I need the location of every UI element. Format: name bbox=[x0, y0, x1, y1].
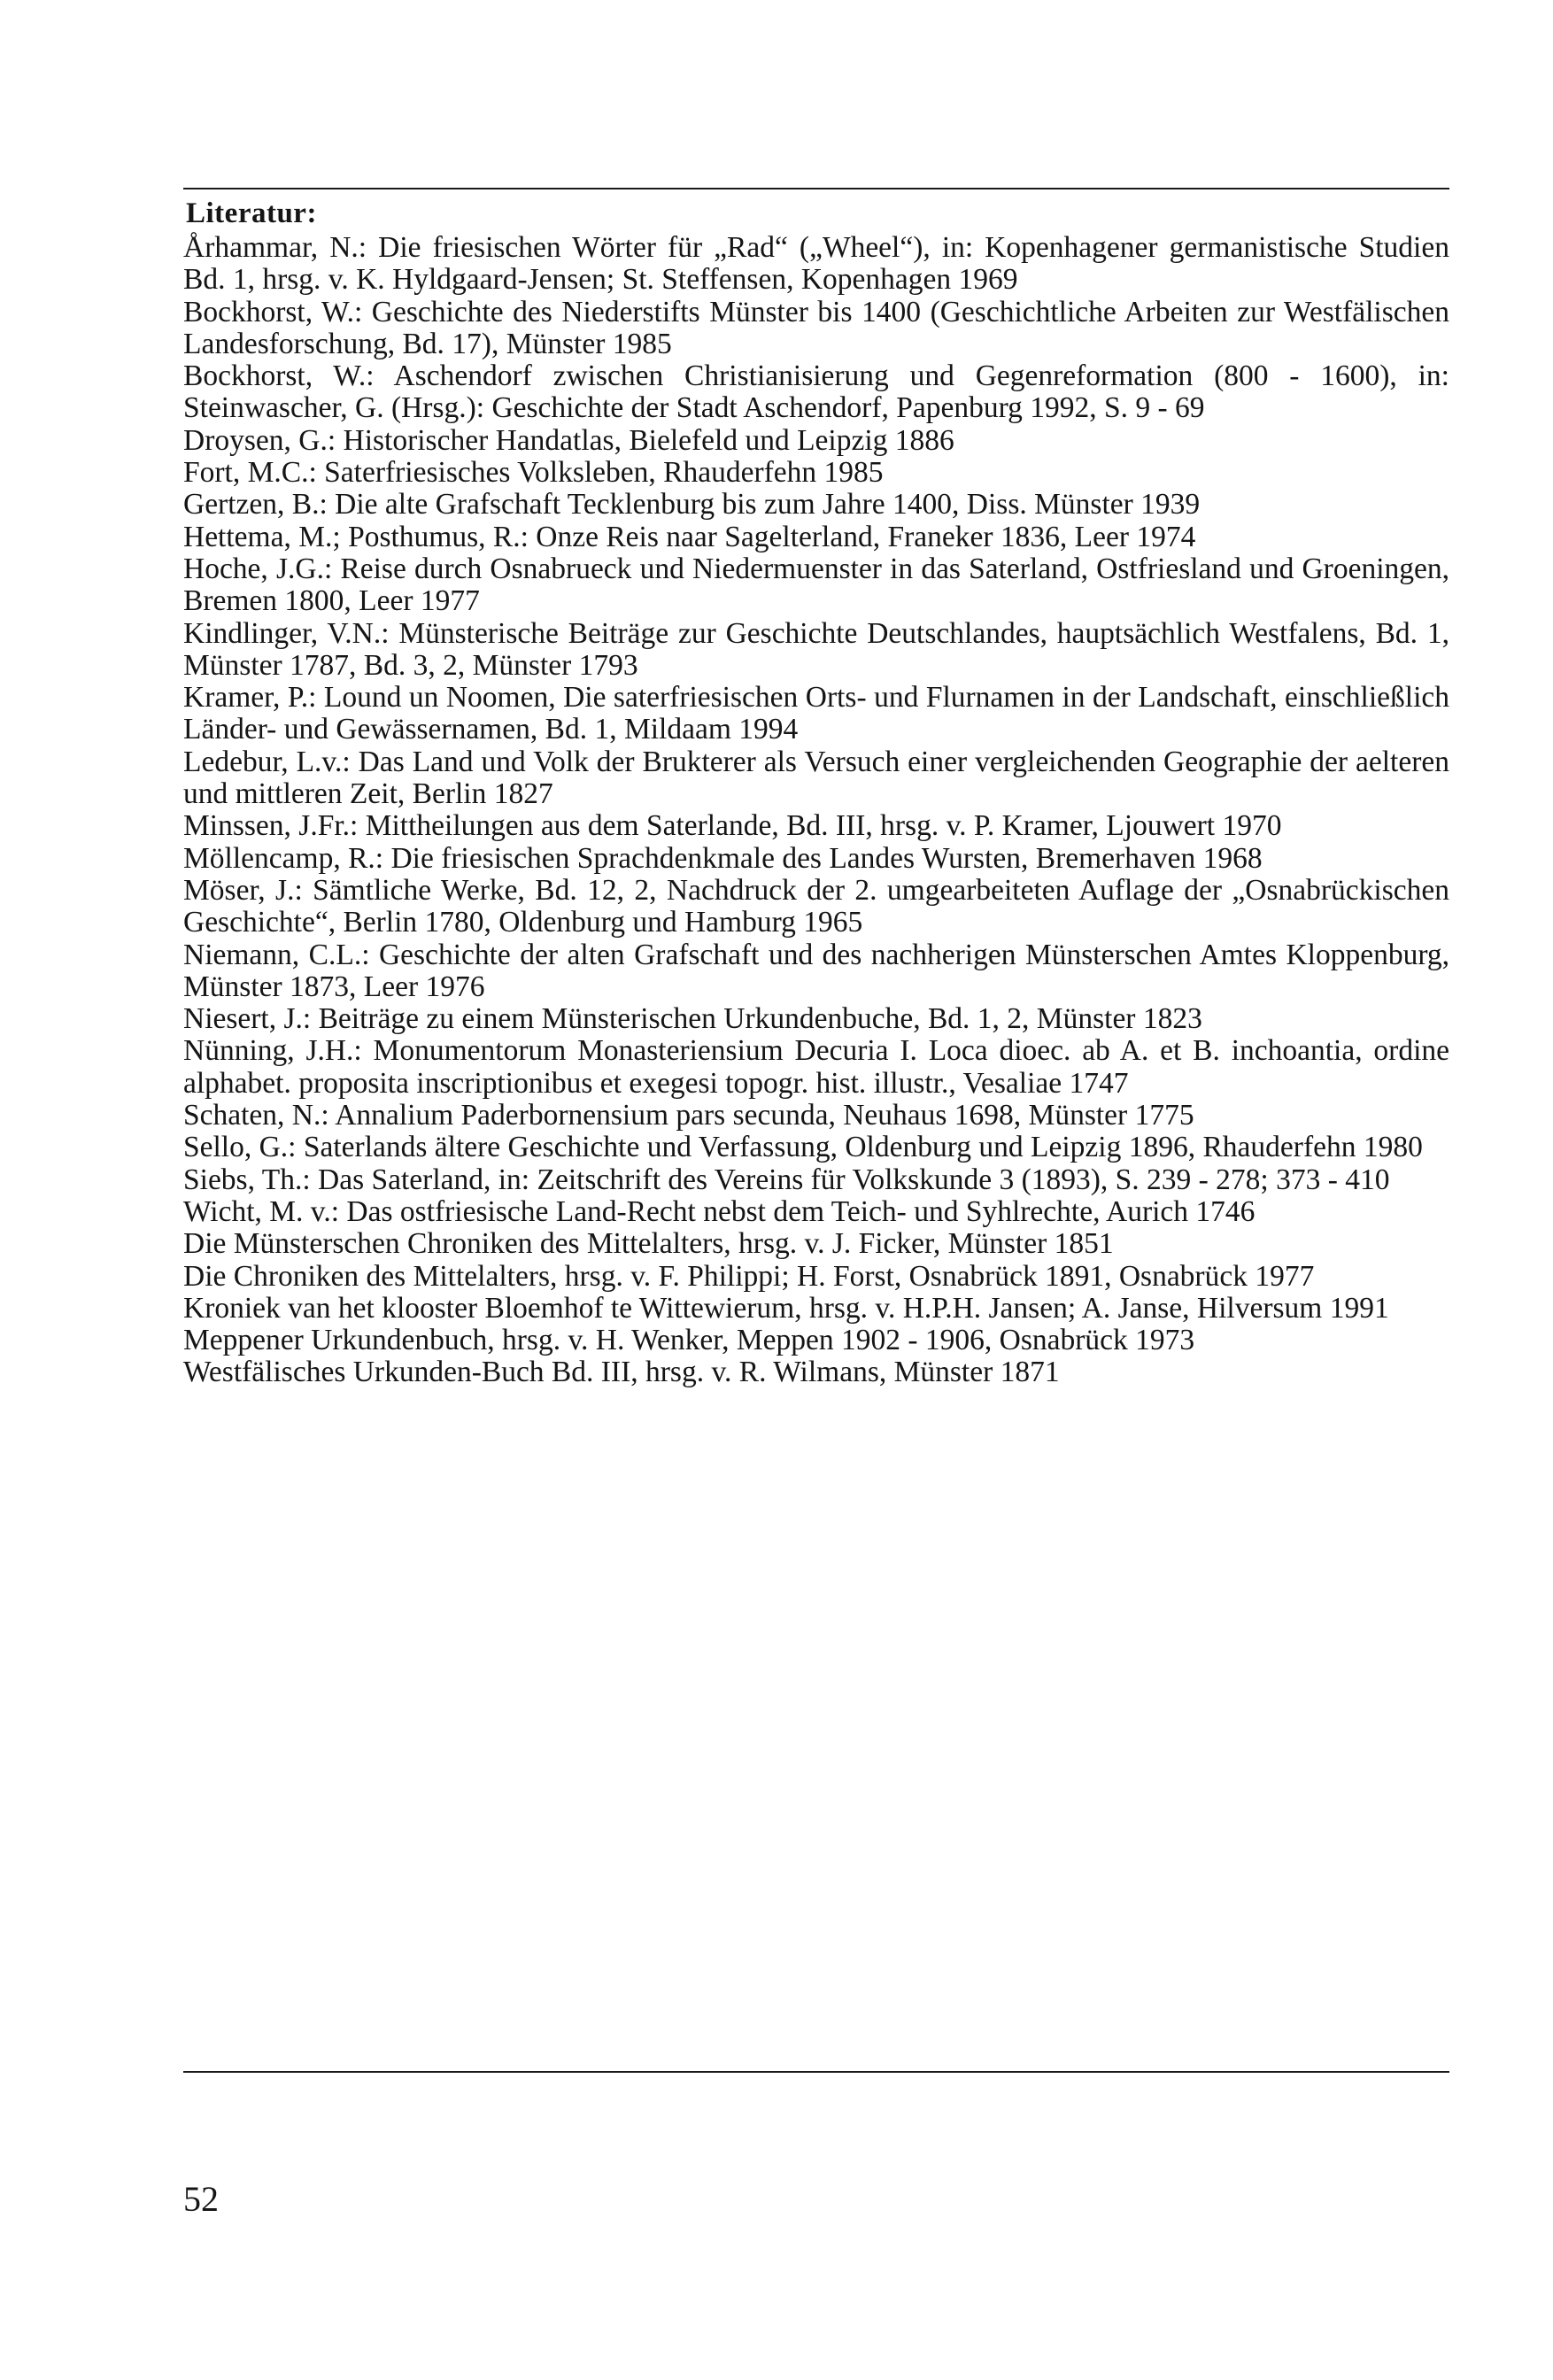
bibliography-entry: Droysen, G.: Historischer Handatlas, Bielefeld und Leipzig 1886 bbox=[183, 423, 954, 457]
bibliography-entry: Sello, G.: Saterlands ältere Geschichte und Verfassung, Oldenburg und Leipzig 1896, Rhauderfehn 1980 bbox=[183, 1131, 1423, 1164]
bibliography-entry: Möser, J.: Sämtliche Werke, Bd. 12, 2, Nachdruck der 2. umgearbeiteten Auflage der „Osnabrückischen Geschichte“, Berlin 1780, Oldenburg und Hamburg 1965 bbox=[183, 873, 1449, 939]
bibliography-entry: Die Chroniken des Mittelalters, hrsg. v. F. Philippi; H. Forst, Osnabrück 1891, Osnabrück 1977 bbox=[183, 1259, 1315, 1293]
bibliography-entry: Wicht, M. v.: Das ostfriesische Land-Recht nebst dem Teich- und Syhlrechte, Aurich 1746 bbox=[183, 1194, 1256, 1228]
page-number: 52 bbox=[183, 2179, 219, 2219]
bibliography-entry: Århammar, N.: Die friesischen Wörter für „Rad“ („Wheel“), in: Kopenhagener germanistische Studien Bd. 1, hrsg. v. K. Hyldgaard-Jensen; St. Steffensen, Kopenhagen 1969 bbox=[183, 231, 1449, 297]
bibliography-entry: Hoche, J.G.: Reise durch Osnabrueck und Niedermuenster in das Saterland, Ostfriesland und Groeningen, Bremen 1800, Leer 1977 bbox=[183, 552, 1449, 618]
bibliography-entry: Die Münsterschen Chroniken des Mittelalters, hrsg. v. J. Ficker, Münster 1851 bbox=[183, 1227, 1114, 1261]
bibliography-entry: Minssen, J.Fr.: Mittheilungen aus dem Saterlande, Bd. III, hrsg. v. P. Kramer, Ljouwert 1970 bbox=[183, 809, 1282, 843]
bibliography-entry: Westfälisches Urkunden-Buch Bd. III, hrsg. v. R. Wilmans, Münster 1871 bbox=[183, 1356, 1060, 1389]
bibliography-entry: Möllencamp, R.: Die friesischen Sprachdenkmale des Landes Wursten, Bremerhaven 1968 bbox=[183, 841, 1263, 875]
bibliography-entry: Bockhorst, W.: Geschichte des Niederstifts Münster bis 1400 (Geschichtliche Arbeiten zur Westfälischen Landesforschung, Bd. 17), Münster 1985 bbox=[183, 295, 1449, 360]
bibliography-entry: Schaten, N.: Annalium Paderbornensium pars secunda, Neuhaus 1698, Münster 1775 bbox=[183, 1099, 1194, 1132]
top-rule bbox=[183, 188, 1449, 189]
bibliography-entry: Kroniek van het klooster Bloemhof te Wittewierum, hrsg. v. H.P.H. Jansen; A. Janse, Hilversum 1991 bbox=[183, 1291, 1389, 1325]
bibliography-entry: Niemann, C.L.: Geschichte der alten Grafschaft und des nachherigen Münsterschen Amtes Kloppenburg, Münster 1873, Leer 1976 bbox=[183, 938, 1449, 1003]
section-heading: Literatur: bbox=[186, 197, 317, 229]
bibliography-list bbox=[183, 232, 1449, 1389]
bibliography-entry: Hettema, M.; Posthumus, R.: Onze Reis naar Sagelterland, Franeker 1836, Leer 1974 bbox=[183, 520, 1196, 553]
bibliography-entry: Meppener Urkundenbuch, hrsg. v. H. Wenker, Meppen 1902 - 1906, Osnabrück 1973 bbox=[183, 1324, 1195, 1357]
bibliography-entry: Gertzen, B.: Die alte Grafschaft Tecklenburg bis zum Jahre 1400, Diss. Münster 1939 bbox=[183, 488, 1201, 522]
bibliography-entry: Kramer, P.: Lound un Noomen, Die saterfriesischen Orts- und Flurnamen in der Landschaft, einschließlich Länder- und Gewässernamen, Bd. 1, Mildaam 1994 bbox=[183, 681, 1449, 746]
bibliography-entry: Nünning, J.H.: Monumentorum Monasteriensium Decuria I. Loca dioec. ab A. et B. inchoantia, ordine alphabet. proposita inscriptionibus et exegesi topogr. hist. illustr., Vesaliae 1747 bbox=[183, 1034, 1449, 1100]
bibliography-entry: Kindlinger, V.N.: Münsterische Beiträge zur Geschichte Deutschlandes, hauptsächlich Westfalens, Bd. 1, Münster 1787, Bd. 3, 2, Münster 1793 bbox=[183, 616, 1449, 682]
bibliography-entry: Bockhorst, W.: Aschendorf zwischen Christianisierung und Gegenreformation (800 - 1600), in: Steinwascher, G. (Hrsg.): Geschichte der Stadt Aschendorf, Papenburg 1992, S. 9 - 69 bbox=[183, 359, 1449, 425]
bibliography-entry: Fort, M.C.: Saterfriesisches Volksleben, Rhauderfehn 1985 bbox=[183, 456, 884, 490]
bibliography-entry: Ledebur, L.v.: Das Land und Volk der Brukterer als Versuch einer vergleichenden Geographie der aelteren und mittleren Zeit, Berlin 1827 bbox=[183, 745, 1449, 811]
bibliography-entry: Niesert, J.: Beiträge zu einem Münsterischen Urkundenbuche, Bd. 1, 2, Münster 1823 bbox=[183, 1002, 1202, 1036]
bottom-rule bbox=[183, 2071, 1449, 2073]
bibliography-entry: Siebs, Th.: Das Saterland, in: Zeitschrift des Vereins für Volkskunde 3 (1893), S. 239 - 278; 373 - 410 bbox=[183, 1163, 1390, 1196]
